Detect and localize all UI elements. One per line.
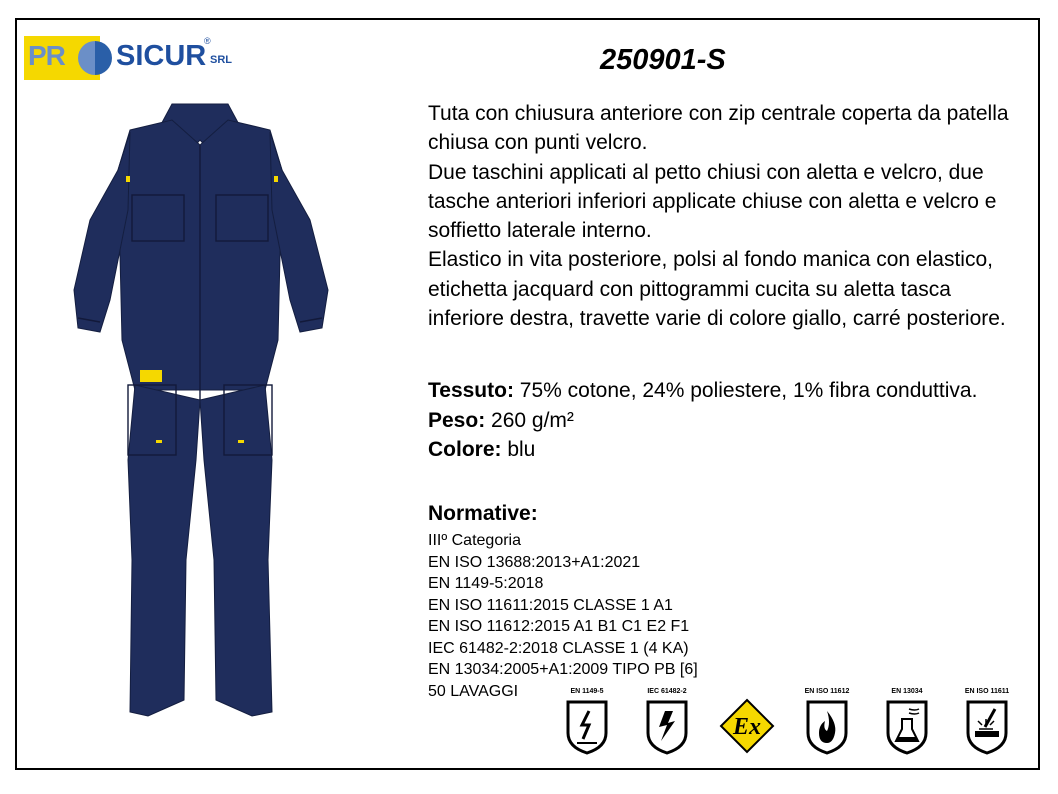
product-specs [428, 376, 1028, 465]
picto-iec61482 [642, 688, 692, 758]
welding-icon [965, 699, 1009, 755]
norm-item: EN 13034:2005+A1:2009 TIPO PB [6] [428, 661, 698, 678]
picto-label: IEC 61482-2 [647, 688, 687, 695]
picto-label: EN 13034 [891, 688, 923, 695]
norms-title: Normative: [428, 502, 538, 525]
norm-item: EN ISO 11612:2015 A1 B1 C1 E2 F1 [428, 618, 690, 635]
color-spec [428, 435, 1028, 465]
weight-value: 260 g/m² [485, 408, 574, 432]
product-description [428, 99, 1028, 333]
electric-arc-icon [645, 699, 689, 755]
picto-en1149 [562, 688, 612, 758]
picto-atex [722, 688, 772, 758]
certification-pictograms [562, 688, 1032, 758]
norm-item: IIIº Categoria [428, 532, 521, 549]
color-value: blu [501, 438, 536, 461]
weight-label: Peso: [428, 408, 486, 432]
logo-srl-text: SRL [210, 54, 232, 66]
norms-list [428, 530, 698, 702]
logo-registered-mark: ® [204, 36, 211, 46]
picto-label: EN ISO 11611 [964, 688, 1010, 695]
chemical-icon [885, 699, 929, 755]
fabric-value: 75% cotone, 24% poliestere, 1% fibra conduttiva. [513, 379, 978, 402]
fabric-label: Tessuto: [428, 379, 514, 402]
picto-label: EN ISO 11612 [804, 688, 850, 695]
logo-circle-icon [78, 41, 112, 75]
norm-item: IEC 61482-2:2018 CLASSE 1 (4 KA) [428, 639, 689, 657]
description-paragraph: Elastico in vita posteriore, polsi al fondo manica con elastico, etichetta jacquard con pittogrammi cucita su aletta tasca inferiore destra, travette varie di colore giallo, carré posteriore. [428, 248, 1006, 331]
svg-text:Ex: Ex [732, 714, 762, 740]
norm-item: 50 LAVAGGI [428, 682, 519, 700]
antistatic-icon [565, 699, 609, 755]
fabric-spec [428, 376, 1028, 406]
logo-pr-text: PR [28, 40, 65, 71]
picto-label: EN 1149-5 [570, 688, 604, 695]
prosicur-logo [24, 36, 236, 82]
norm-item: EN ISO 13688:2013+A1:2021 [428, 553, 641, 571]
weight-spec [428, 406, 1028, 436]
description-paragraph: Tuta con chiusura anteriore con zip centrale coperta da patella chiusa con punti velcro. [428, 102, 1009, 155]
color-label: Colore: [428, 438, 502, 461]
picto-en11612 [802, 688, 852, 758]
flame-icon [805, 699, 849, 755]
description-paragraph: Due taschini applicati al petto chiusi con aletta e velcro, due tasche anteriori inferiori applicate chiuse con aletta e velcro e soffietto laterale interno. [428, 160, 997, 243]
picto-en13034 [882, 688, 932, 758]
norm-item: EN ISO 11611:2015 CLASSE 1 A1 [428, 596, 673, 614]
product-code: 250901-S [600, 44, 726, 76]
picto-en11611 [962, 688, 1012, 758]
logo-sicur-text: SICUR [116, 40, 207, 72]
coverall-image [60, 100, 340, 720]
norm-item: EN 1149-5:2018 [428, 575, 544, 592]
atex-ex-icon [718, 697, 776, 755]
